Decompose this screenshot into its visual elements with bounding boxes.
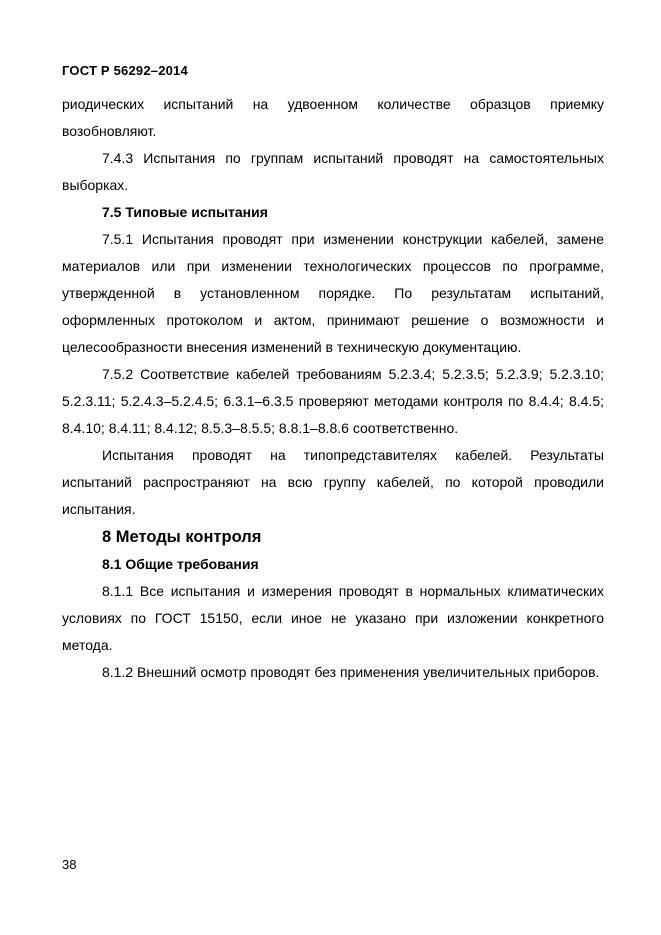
- paragraph-continuation: риодических испытаний на удвоенном количестве образцов приемку возобновляют.: [62, 96, 604, 139]
- page-number: 38: [62, 857, 77, 872]
- paragraph-8-1-2: 8.1.2 Внешний осмотр проводят без применения увеличительных приборов.: [102, 664, 600, 680]
- paragraph-7-4-3: 7.4.3 Испытания по группам испытаний проводят на самостоятельных выборках.: [62, 150, 604, 193]
- document-body: [62, 91, 604, 686]
- section-heading-8-1: 8.1 Общие требования: [102, 556, 259, 572]
- paragraph-7-5-2: 7.5.2 Соответствие кабелей требованиям 5.2.3.4; 5.2.3.5; 5.2.3.9; 5.2.3.10; 5.2.3.11; 5.2.4.3–5.2.4.5; 6.3.1–6.3.5 проверяют методами контроля по 8.4.4; 8.4.5; 8.4.10; 8.4.11; 8.4.12; 8.5.3–8.5.5; 8.8.1–8.8.6 соответственно.: [62, 366, 604, 436]
- paragraph-type-representatives: Испытания проводят на типопредставителях кабелей. Результаты испытаний распространяют на всю группу кабелей, по которой проводили испытания.: [62, 447, 604, 517]
- document-header: ГОСТ Р 56292–2014: [62, 63, 188, 78]
- section-heading-7-5: 7.5 Типовые испытания: [102, 204, 268, 220]
- paragraph-8-1-1: 8.1.1 Все испытания и измерения проводят в нормальных климатических условиях по ГОСТ 15150, если иное не указано при изложении конкретного метода.: [62, 583, 604, 653]
- section-heading-8: 8 Методы контроля: [102, 528, 262, 546]
- paragraph-7-5-1: 7.5.1 Испытания проводят при изменении конструкции кабелей, замене материалов или при изменении технологических процессов по программе, утвержденной в установленном порядке. По результатам испытаний, оформленных протоколом и актом, принимают решение о возможности и целесообразности внесения изменений в техническую документацию.: [62, 231, 604, 355]
